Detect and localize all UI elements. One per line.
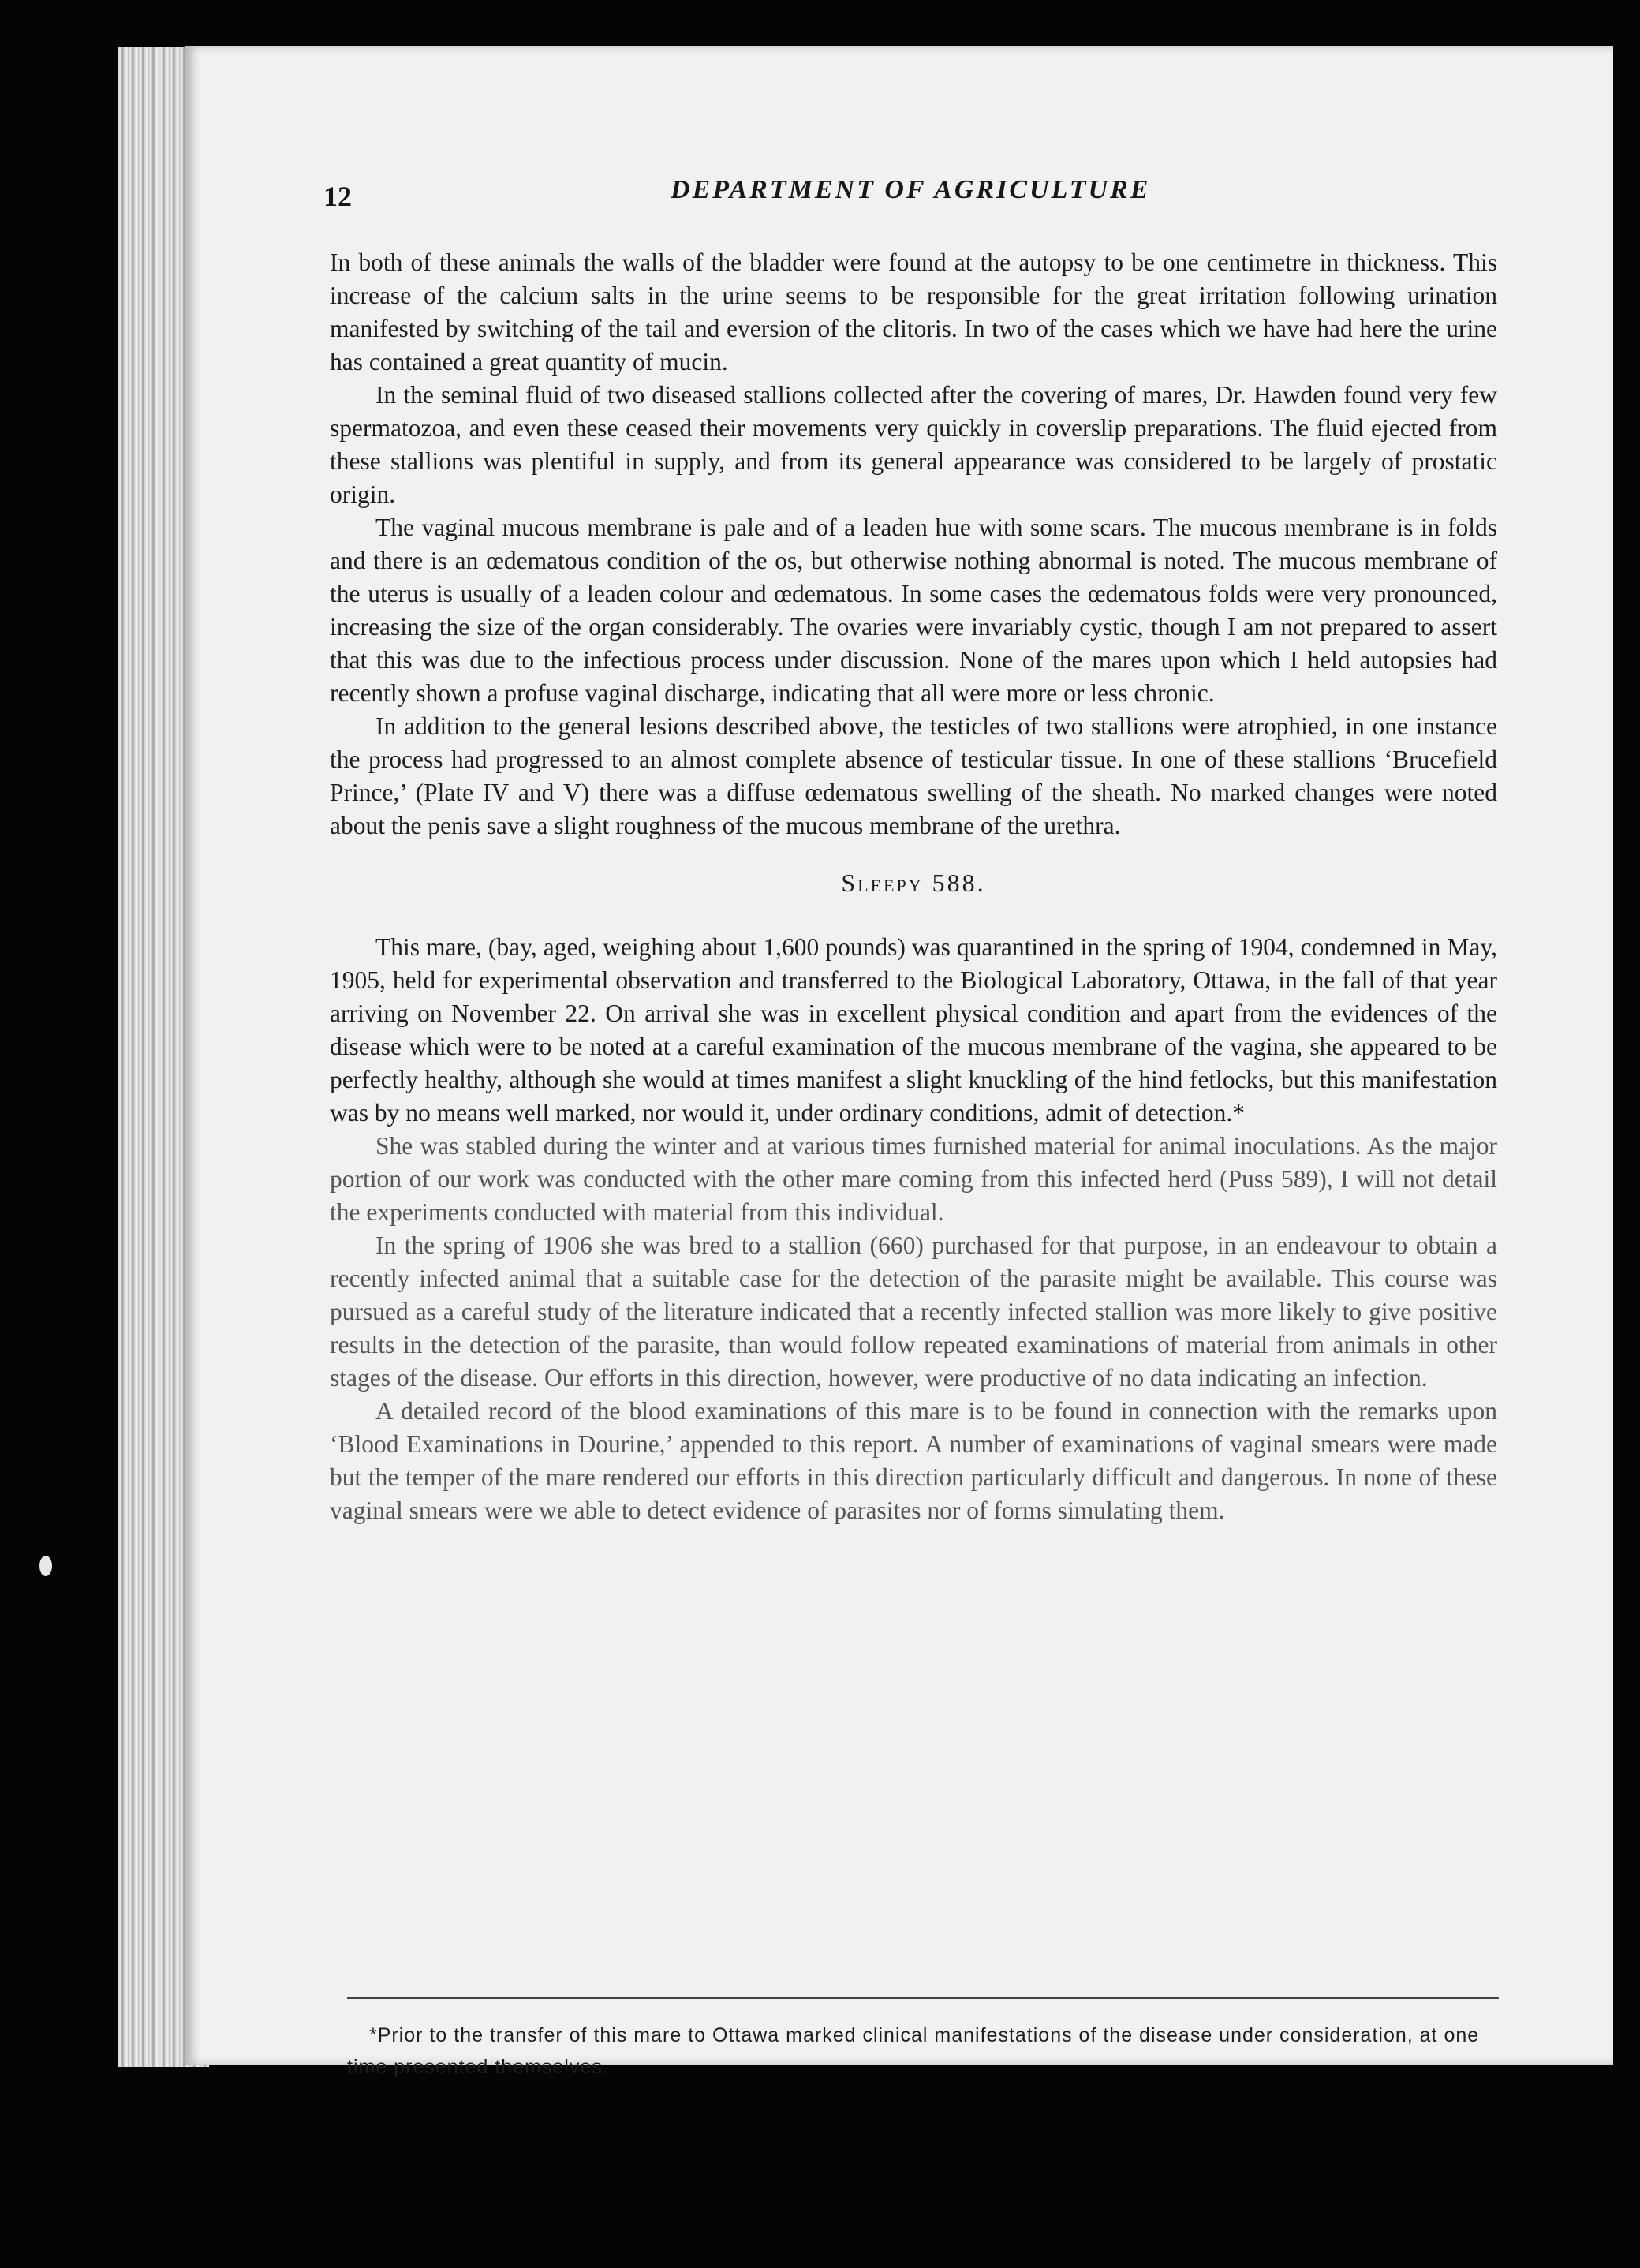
footnote: *Prior to the transfer of this mare to Ottawa marked clinical manifestations of the disease under consideration, at one time presented themselves. — [347, 2024, 1480, 2078]
footnote-divider — [347, 1997, 1499, 1999]
paragraph: A detailed record of the blood examinations of this mare is to be found in connection with the remarks upon ‘Blood Examinations in Dourine,’ appended to this report. A number of examinations of vaginal smears were made but the temper of the mare rendered our efforts in this direction particularly difficult and dangerous. In none of these vaginal smears were we able to detect evidence of parasites nor of forms simulating them. — [330, 1397, 1497, 1524]
page-number: 12 — [323, 181, 352, 212]
paragraph: In the spring of 1906 she was bred to a stallion (660) purchased for that purpose, in an endeavour to obtain a recently infected animal that a suitable case for the detection of the parasite might be available. This course was pursued as a careful study of the literature indicated that a recently infected stallion was more likely to give positive results in the detection of the parasite, than would follow repeated examinations of material from animals in other stages of the disease. Our efforts in this direction, however, were productive of no data indicating an infection. — [330, 1231, 1497, 1392]
paragraph: In both of these animals the walls of the bladder were found at the autopsy to be one centimetre in thickness. This increase of the calcium salts in the urine seems to be responsible for the great irritation following urination manifested by switching of the tail and eversion of the clitoris. In two of the cases which we have had here the urine has contained a great quantity of mucin. — [330, 248, 1497, 376]
body-text — [330, 246, 1497, 1527]
paragraph: This mare, (bay, aged, weighing about 1,600 pounds) was quarantined in the spring of 1904, condemned in May, 1905, held for experimental observation and transferred to the Biological Laboratory, Ottawa, in the fall of that year arriving on November 22. On arrival she was in excellent physical condition and apart from the evidences of the disease which were to be noted at a careful examination of the mucous membrane of the vagina, she appeared to be perfectly healthy, although she would at times manifest a slight knuckling of the hind fetlocks, but this manifestation was by no means well marked, nor would it, under ordinary conditions, admit of detection.* — [330, 933, 1497, 1127]
paragraph: In addition to the general lesions described above, the testicles of two stallions were atrophied, in one instance the process had progressed to an almost complete absence of testicular tissue. In one of these stallions ‘Brucefield Prince,’ (Plate IV and V) there was a diffuse œdematous swelling of the sheath. No marked changes were noted about the penis save a slight roughness of the mucous membrane of the urethra. — [330, 712, 1497, 839]
running-head: DEPARTMENT OF AGRICULTURE — [671, 175, 1151, 204]
paragraph: The vaginal mucous membrane is pale and of a leaden hue with some scars. The mucous membrane is in folds and there is an œdematous condition of the os, but otherwise nothing abnormal is noted. The mucous membrane of the uterus is usually of a leaden colour and œdematous. In some cases the œdematous folds were very pronounced, increasing the size of the organ considerably. The ovaries were invariably cystic, though I am not prepared to assert that this was due to the infectious process under discussion. None of the mares upon which I held autopsies had recently shown a profuse vaginal discharge, indicating that all were more or less chronic. — [330, 514, 1497, 707]
section-heading: Sleepy 588. — [841, 869, 986, 897]
scan-artifact — [39, 1556, 52, 1576]
paragraph: She was stabled during the winter and at various times furnished material for animal inoculations. As the major portion of our work was conducted with the other mare coming from this infected herd (Puss 589), I will not detail the experiments conducted with material from this individual. — [330, 1132, 1497, 1226]
paragraph: In the seminal fluid of two diseased stallions collected after the covering of mares, Dr. Hawden found very few spermatozoa, and even these ceased their movements very quickly in coverslip preparations. The fluid ejected from these stallions was plentiful in supply, and from its general appearance was considered to be largely of prostatic origin. — [330, 381, 1497, 508]
